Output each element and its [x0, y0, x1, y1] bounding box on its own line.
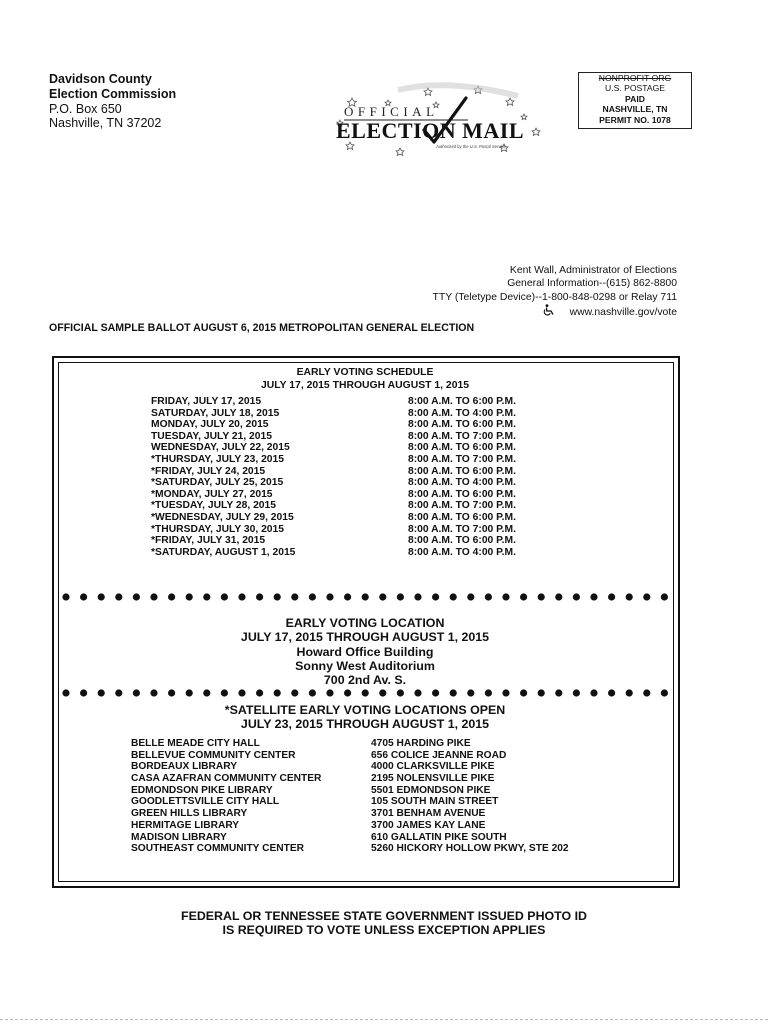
separator-dot	[608, 689, 615, 696]
separator-dot	[502, 689, 509, 696]
satellite-site-name: BELLEVUE COMMUNITY CENTER	[131, 749, 296, 761]
separator-dot	[168, 689, 175, 696]
separator-dot	[203, 593, 210, 600]
postage-city: NASHVILLE, TN	[602, 104, 668, 115]
schedule-day: *WEDNESDAY, JULY 29, 2015	[151, 511, 294, 523]
schedule-hours-column	[408, 396, 516, 558]
schedule-hours: 8:00 A.M. TO 6:00 P.M.	[408, 419, 516, 431]
notice-line-1: FEDERAL OR TENNESSEE STATE GOVERNMENT ISSUED PHOTO ID	[181, 909, 587, 923]
separator-dot	[62, 593, 69, 600]
separator-dot	[643, 689, 650, 696]
location-heading: EARLY VOTING LOCATION	[285, 616, 445, 630]
separator-dot	[309, 593, 316, 600]
satellite-site-name: SOUTHEAST COMMUNITY CENTER	[131, 843, 305, 855]
satellite-site-address: 4000 CLARKSVILLE PIKE	[371, 761, 495, 773]
separator-dot	[133, 593, 140, 600]
separator-dot	[485, 689, 492, 696]
separator-dot	[538, 689, 545, 696]
separator-dot	[626, 593, 633, 600]
schedule-heading-block	[58, 366, 672, 392]
schedule-range: JULY 17, 2015 THROUGH AUGUST 1, 2015	[260, 380, 470, 391]
schedule-day: *TUESDAY, JULY 28, 2015	[151, 500, 276, 512]
satellite-site-address: 5501 EDMONDSON PIKE	[371, 784, 491, 796]
schedule-hours: 8:00 A.M. TO 4:00 P.M.	[408, 477, 516, 489]
separator-dot	[98, 689, 105, 696]
separator-dot	[115, 593, 122, 600]
satellite-addresses-column	[371, 738, 569, 855]
separator-dot	[362, 593, 369, 600]
satellite-site-address: 105 SOUTH MAIN STREET	[371, 796, 499, 808]
schedule-hours: 8:00 A.M. TO 6:00 P.M.	[408, 488, 516, 500]
tty-line: TTY (Teletype Device)--1-800-848-0298 or Relay 711	[432, 291, 677, 303]
separator-dot	[291, 593, 298, 600]
schedule-day: *SATURDAY, JULY 25, 2015	[151, 477, 284, 489]
separator-dot	[150, 689, 157, 696]
wheelchair-icon	[542, 304, 556, 320]
separator-dot	[186, 593, 193, 600]
city-state-zip: Nashville, TN 37202	[49, 116, 162, 131]
dot-separator	[62, 686, 670, 700]
separator-dot	[573, 689, 580, 696]
official-election-mail-logo	[318, 80, 550, 160]
schedule-day: *FRIDAY, JULY 31, 2015	[151, 535, 266, 547]
schedule-day: *FRIDAY, JULY 24, 2015	[151, 465, 266, 477]
separator-dot	[414, 593, 421, 600]
separator-dot	[150, 593, 157, 600]
separator-dot	[661, 689, 668, 696]
schedule-hours: 8:00 A.M. TO 6:00 P.M.	[408, 535, 516, 547]
satellite-site-name: GOODLETTSVILLE CITY HALL	[131, 796, 280, 808]
page-edge	[0, 1019, 768, 1020]
satellite-heading: *SATELLITE EARLY VOTING LOCATIONS OPEN	[224, 703, 506, 717]
separator-dot	[555, 593, 562, 600]
separator-dot	[238, 593, 245, 600]
schedule-hours: 8:00 A.M. TO 7:00 P.M.	[408, 500, 516, 512]
separator-dot	[626, 689, 633, 696]
satellite-range: JULY 23, 2015 THROUGH AUGUST 1, 2015	[240, 717, 490, 732]
commission-name: Election Commission	[49, 86, 177, 101]
separator-dot	[590, 593, 597, 600]
separator-dot	[467, 593, 474, 600]
schedule-day: MONDAY, JULY 20, 2015	[151, 419, 269, 431]
satellite-site-name: MADISON LIBRARY	[131, 831, 227, 843]
separator-dot	[344, 689, 351, 696]
logo-authorized-text: Authorized by the U.S. Postal Service	[436, 144, 506, 149]
separator-dot	[467, 689, 474, 696]
separator-dot	[397, 689, 404, 696]
satellite-site-address: 5260 HICKORY HOLLOW PKWY, STE 202	[371, 843, 569, 855]
schedule-hours: 8:00 A.M. TO 6:00 P.M.	[408, 396, 516, 407]
election-mail-emblem	[318, 80, 550, 160]
county-name: Davidson County	[49, 72, 152, 86]
schedule-day: *THURSDAY, JULY 23, 2015	[151, 453, 284, 465]
early-voting-location	[58, 616, 672, 687]
separator-dot	[291, 689, 298, 696]
separator-dot	[608, 593, 615, 600]
logo-election-mail-text: ELECTION MAIL	[336, 118, 525, 143]
dot-separator	[62, 590, 670, 604]
separator-dot	[98, 593, 105, 600]
separator-dot	[133, 689, 140, 696]
location-range: JULY 17, 2015 THROUGH AUGUST 1, 2015	[240, 630, 490, 645]
postage-permit: PERMIT NO. 1078	[599, 114, 671, 125]
separator-dot	[450, 689, 457, 696]
location-address: 700 2nd Av. S.	[323, 673, 407, 688]
photo-id-notice	[0, 909, 768, 938]
satellite-site-name: GREEN HILLS LIBRARY	[131, 808, 248, 820]
notice-line-2: IS REQUIRED TO VOTE UNLESS EXCEPTION APPLIES	[222, 923, 546, 938]
separator-dot	[432, 593, 439, 600]
satellite-site-name: BELLE MEADE CITY HALL	[131, 738, 260, 749]
separator-dot	[538, 593, 545, 600]
schedule-day: *MONDAY, JULY 27, 2015	[151, 488, 273, 500]
postage-indicia	[578, 72, 692, 129]
satellite-site-address: 4705 HARDING PIKE	[371, 738, 471, 749]
satellite-site-address: 3701 BENHAM AVENUE	[371, 808, 486, 820]
separator-dot	[590, 689, 597, 696]
separator-dot	[643, 593, 650, 600]
location-room: Sonny West Auditorium	[295, 658, 435, 673]
schedule-heading: EARLY VOTING SCHEDULE	[296, 367, 434, 378]
satellite-site-name: BORDEAUX LIBRARY	[131, 761, 238, 773]
po-box: P.O. Box 650	[49, 101, 122, 116]
schedule-day: WEDNESDAY, JULY 22, 2015	[151, 442, 290, 454]
satellite-site-address: 3700 JAMES KAY LANE	[371, 819, 486, 831]
logo-official-text: OFFICIAL	[344, 104, 439, 119]
separator-dot	[485, 593, 492, 600]
separator-dot	[274, 593, 281, 600]
satellite-site-address: 656 COLICE JEANNE ROAD	[371, 749, 507, 761]
separator-dot	[309, 689, 316, 696]
schedule-hours: 8:00 A.M. TO 7:00 P.M.	[408, 430, 516, 442]
separator-dot	[414, 689, 421, 696]
separator-dot	[450, 593, 457, 600]
website-line	[433, 304, 678, 320]
separator-dot	[379, 593, 386, 600]
separator-dot	[520, 689, 527, 696]
separator-dot	[203, 689, 210, 696]
postage-us: U.S. POSTAGE	[604, 83, 665, 94]
schedule-hours: 8:00 A.M. TO 4:00 P.M.	[408, 407, 516, 419]
separator-dot	[221, 689, 228, 696]
satellite-site-name: CASA AZAFRAN COMMUNITY CENTER	[131, 773, 322, 785]
website-link[interactable]: www.nashville.gov/vote	[569, 307, 677, 319]
schedule-hours: 8:00 A.M. TO 6:00 P.M.	[408, 465, 516, 477]
separator-dot	[661, 593, 668, 600]
separator-dot	[186, 689, 193, 696]
location-building: Howard Office Building	[296, 644, 434, 659]
separator-dot	[326, 689, 333, 696]
separator-dot	[362, 689, 369, 696]
satellite-site-name: EDMONDSON PIKE LIBRARY	[131, 784, 273, 796]
schedule-hours: 8:00 A.M. TO 6:00 P.M.	[408, 442, 516, 454]
separator-dot	[221, 593, 228, 600]
separator-dot	[62, 689, 69, 696]
schedule-day: TUESDAY, JULY 21, 2015	[151, 430, 272, 442]
separator-dot	[555, 689, 562, 696]
administrator: Kent Wall, Administrator of Elections	[509, 265, 677, 276]
postage-nonprofit: NONPROFIT ORG	[598, 73, 672, 83]
satellite-names-column	[131, 738, 321, 855]
separator-dot	[502, 593, 509, 600]
separator-dot	[520, 593, 527, 600]
schedule-days-column	[151, 396, 295, 558]
satellite-heading-block	[58, 703, 672, 732]
schedule-hours: 8:00 A.M. TO 6:00 P.M.	[408, 511, 516, 523]
schedule-day: *SATURDAY, AUGUST 1, 2015	[151, 546, 296, 558]
separator-dot	[379, 689, 386, 696]
schedule-hours: 8:00 A.M. TO 4:00 P.M.	[408, 546, 516, 558]
contact-info	[433, 264, 678, 321]
schedule-day: SATURDAY, JULY 18, 2015	[151, 407, 280, 419]
separator-dot	[573, 593, 580, 600]
schedule-day: FRIDAY, JULY 17, 2015	[151, 396, 262, 407]
separator-dot	[115, 689, 122, 696]
separator-dot	[274, 689, 281, 696]
separator-dot	[256, 689, 263, 696]
separator-dot	[432, 689, 439, 696]
postage-paid: PAID	[625, 93, 645, 104]
satellite-site-address: 2195 NOLENSVILLE PIKE	[371, 773, 495, 785]
schedule-day: *THURSDAY, JULY 30, 2015	[151, 523, 284, 535]
separator-dot	[238, 689, 245, 696]
schedule-hours: 8:00 A.M. TO 7:00 P.M.	[408, 453, 516, 465]
return-address	[49, 72, 176, 131]
separator-dot	[344, 593, 351, 600]
separator-dot	[326, 593, 333, 600]
schedule-hours: 8:00 A.M. TO 7:00 P.M.	[408, 523, 516, 535]
satellite-site-address: 610 GALLATIN PIKE SOUTH	[371, 831, 507, 843]
separator-dot	[80, 689, 87, 696]
ballot-title: OFFICIAL SAMPLE BALLOT AUGUST 6, 2015 METROPOLITAN GENERAL ELECTION	[49, 322, 475, 334]
separator-dot	[80, 593, 87, 600]
separator-dot	[256, 593, 263, 600]
separator-dot	[397, 593, 404, 600]
separator-dot	[168, 593, 175, 600]
general-information: General Information--(615) 862-8800	[507, 278, 677, 290]
satellite-site-name: HERMITAGE LIBRARY	[131, 819, 240, 831]
